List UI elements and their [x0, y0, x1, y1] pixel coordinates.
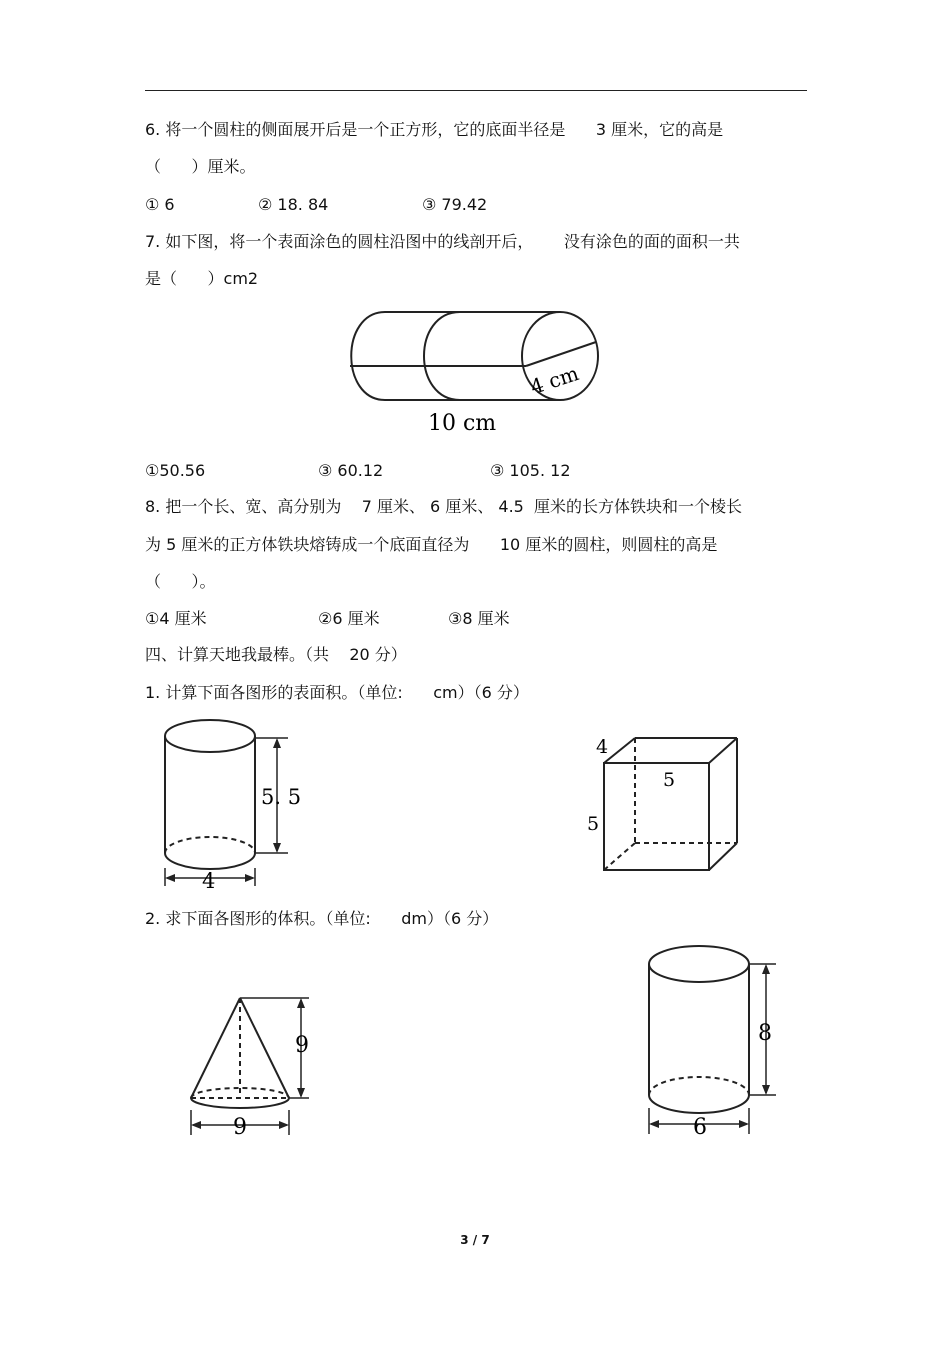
cut-cylinder-figure: [330, 300, 620, 440]
cube-edge-label-a: 4: [596, 736, 609, 758]
problem-2-text: 2. 求下面各图形的体积。（单位: dm）（6 分）: [145, 909, 499, 928]
q6-text-line1: 6. 将一个圆柱的侧面展开后是一个正方形，它的底面半径是 3 厘米，它的高是: [145, 120, 724, 139]
q6-text-line2: （ ）厘米。: [145, 157, 256, 176]
q7-option-1: ①50.56: [145, 461, 206, 480]
cube-edge-label-b: 5: [663, 769, 676, 791]
surface-cylinder-figure: [160, 718, 310, 890]
q7-text-line1: 7. 如下图，将一个表面涂色的圆柱沿图中的线剖开后， 没有涂色的面的面积一共: [145, 232, 740, 251]
cube-edge-label-c: 5: [587, 813, 600, 835]
q8-text-line3: （ ）。: [145, 572, 216, 591]
q8-option-2: ②6 厘米: [318, 609, 380, 628]
cone-figure: [185, 990, 325, 1142]
diameter-label: 4 cm: [527, 361, 582, 400]
q7-option-3: ③ 105. 12: [490, 461, 571, 480]
q8-text-line1: 8. 把一个长、宽、高分别为 7 厘米、 6 厘米、 4.5 厘米的长方体铁块和一个棱长: [145, 497, 743, 516]
q8-option-3: ③8 厘米: [448, 609, 510, 628]
section-4-title: 四、计算天地我最棒。（共 20 分）: [145, 645, 407, 664]
cone-height-label: 9: [295, 1033, 309, 1058]
cube-figure: [585, 728, 745, 876]
volume-cylinder-figure: [640, 940, 785, 1140]
header-rule: [145, 90, 807, 91]
q6-option-1: ① 6: [145, 195, 175, 214]
cylinder-height-label: 5. 5: [261, 785, 302, 809]
length-label: 10 cm: [428, 411, 497, 436]
cylinder-diameter-label: 6: [693, 1115, 707, 1140]
cylinder-diameter-label: 4: [202, 869, 216, 890]
q7-text-line2: 是（ ）cm2: [145, 269, 259, 288]
q8-option-1: ①4 厘米: [145, 609, 207, 628]
page-number: 3 / 7: [460, 1233, 490, 1247]
problem-1-text: 1. 计算下面各图形的表面积。（单位: cm）（6 分）: [145, 683, 529, 702]
q8-text-line2: 为 5 厘米的正方体铁块熔铸成一个底面直径为 10 厘米的圆柱，则圆柱的高是: [145, 535, 718, 554]
cylinder-height-label: 8: [758, 1021, 772, 1046]
q6-option-3: ③ 79.42: [422, 195, 488, 214]
q6-option-2: ② 18. 84: [258, 195, 329, 214]
cone-diameter-label: 9: [233, 1115, 247, 1140]
q7-option-2: ③ 60.12: [318, 461, 384, 480]
